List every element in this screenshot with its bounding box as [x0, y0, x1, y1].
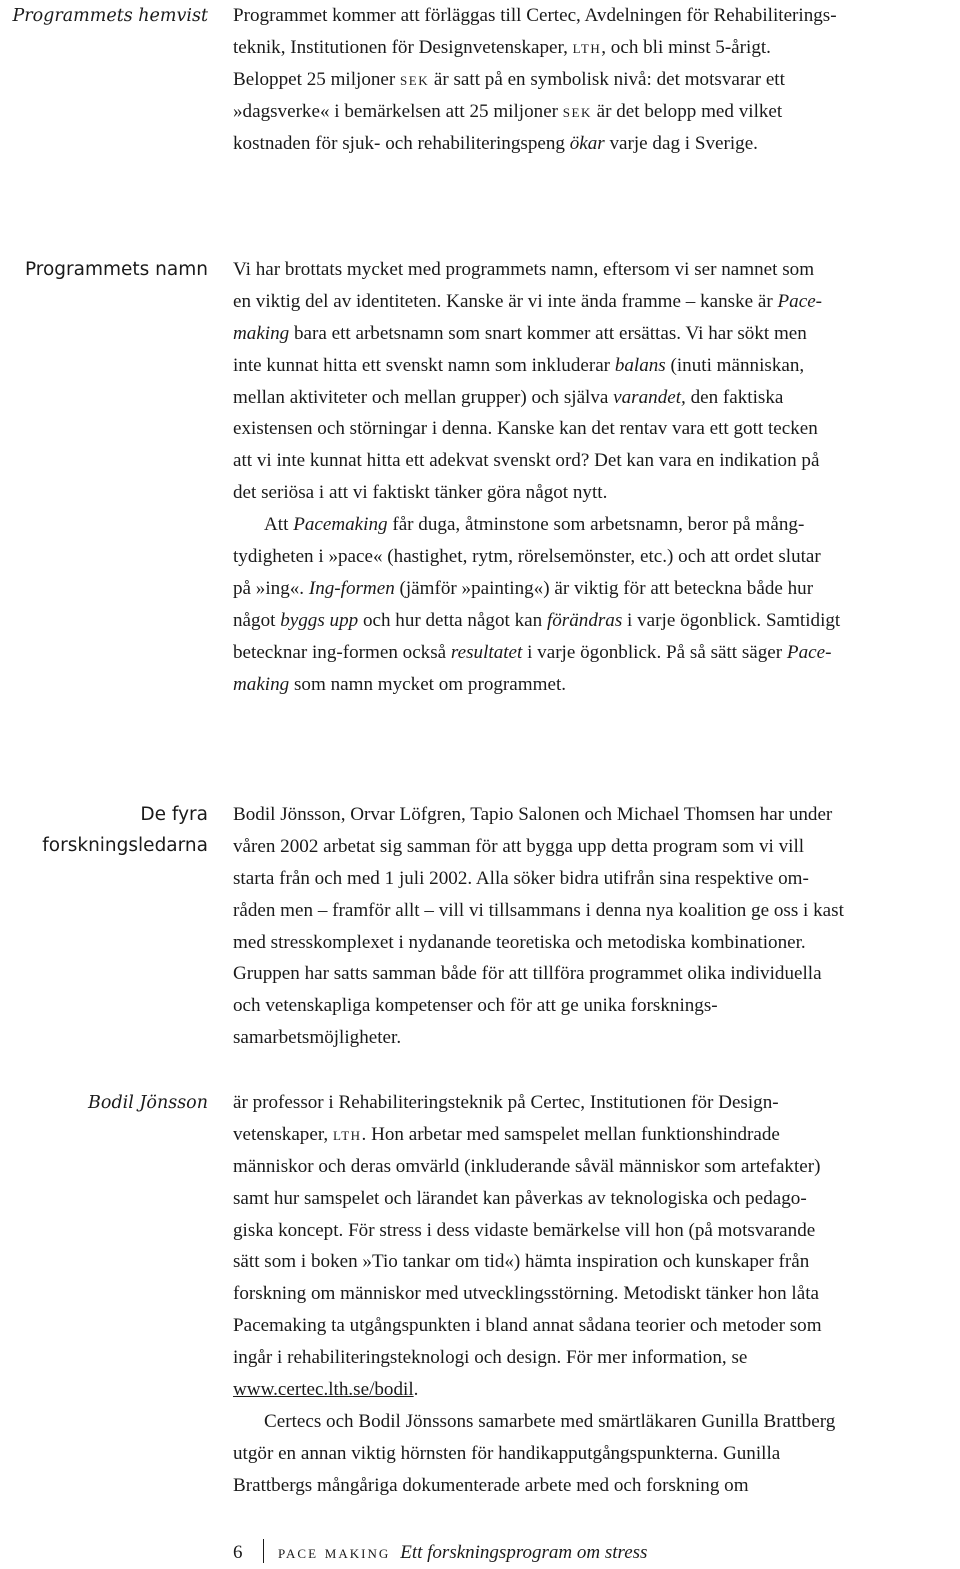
text-line: kostnaden för sjuk- och rehabiliteringspeng ökar varje dag i Sverige. — [233, 132, 758, 154]
text-line: Vi har brottats mycket med programmets namn, eftersom vi ser namnet som — [233, 259, 815, 280]
text-line: något byggs upp och hur detta något kan förändras i varje ögonblick. Samtidigt — [233, 609, 841, 631]
text-line: Att Pacemaking får duga, åtminstone som arbetsnamn, beror på mång- — [264, 514, 805, 536]
text-line: giska koncept. För stress i dess vidaste bemärkelse vill hon (på motsvarande — [233, 1219, 816, 1241]
text-line: med stresskomplexet i nydanande teoretiska och metodiska kombinationer. — [233, 931, 806, 953]
heading-programmets-hemvist: Programmets hemvist — [12, 6, 208, 26]
text-line: Gruppen har satts samman både för att tillföra programmet olika individuella — [233, 963, 822, 985]
text-line: Bodil Jönsson, Orvar Löfgren, Tapio Salonen och Michael Thomsen har under — [233, 804, 833, 825]
heading-bodil-jonsson: Bodil Jönsson — [88, 1093, 208, 1113]
text-line: Brattbergs mångåriga dokumenterade arbete med och forskning om — [233, 1474, 749, 1496]
text-line: det seriösa i att vi faktiskt tänker göra något nytt. — [233, 482, 608, 504]
text-line: är professor i Rehabiliteringsteknik på Certec, Institutionen för Design- — [233, 1092, 779, 1113]
paragraph-namn — [233, 254, 960, 700]
footer-subtitle: Ett forskningsprogram om stress — [400, 1542, 648, 1563]
text-line: sätt som i boken »Tio tankar om tid«) hämta inspiration och kunskaper från — [233, 1251, 810, 1273]
text-line: Certecs och Bodil Jönssons samarbete med smärtläkaren Gunilla Brattberg — [264, 1410, 836, 1432]
text-line: teknik, Institutionen för Designvetenskaper, lth, och bli minst 5-årigt. — [233, 36, 771, 58]
text-line: samt hur samspelet och lärandet kan påverkas av teknologiska och pedago- — [233, 1187, 807, 1209]
text-line: forskning om människor med utvecklingsstörning. Metodiskt tänker hon låta — [233, 1283, 819, 1305]
footer-brand: pace making — [278, 1542, 391, 1563]
text-line: våren 2002 arbetat sig samman för att bygga upp detta program som vi vill — [233, 835, 805, 857]
text-line: en viktig del av identiteten. Kanske är vi inte ända framme – kanske är Pace- — [233, 290, 823, 312]
bodil-web-link[interactable]: www.certec.lth.se/bodil — [233, 1379, 414, 1401]
page-footer — [233, 1537, 647, 1569]
text-line: inte kunnat hitta ett svenskt namn som inkluderar balans (inuti människan, — [233, 354, 805, 376]
text-line: www.certec.lth.se/bodil. — [233, 1379, 419, 1401]
text-line: råden men – framför allt – vill vi tillsammans i denna nya koalition ge oss i kast — [233, 899, 844, 921]
heading-de-fyra-forskningsledarna — [42, 799, 208, 861]
text-line: och vetenskapliga kompetenser och för att ge unika forsknings- — [233, 995, 718, 1017]
text-line: ingår i rehabiliteringsteknologi och design. För mer information, se — [233, 1347, 748, 1369]
page-number: 6 — [233, 1542, 243, 1563]
text-line: making bara ett arbetsnamn som snart kommer att ersättas. Vi har sökt men — [233, 322, 807, 344]
text-line: människor och deras omvärld (inkluderande såväl människor som artefakter) — [233, 1155, 821, 1177]
text-line: existensen och störningar i denna. Kanske kan det rentav vara ett gott tecken — [233, 418, 818, 440]
paragraph-forskningsledarna — [233, 799, 960, 1054]
footer-divider — [263, 1539, 264, 1563]
heading-programmets-namn: Programmets namn — [24, 259, 208, 280]
paragraph-bodil-jonsson — [233, 1087, 960, 1502]
text-line: Pacemaking ta utgångspunkten i bland annat sådana teorier och metoder som — [233, 1315, 822, 1337]
text-line: utgör en annan viktig hörnsten för handikapputgångspunkterna. Gunilla — [233, 1442, 781, 1464]
text-line: att vi inte kunnat hitta ett adekvat svenskt ord? Det kan vara en indikation på — [233, 450, 820, 472]
text-line: tydigheten i »pace« (hastighet, rytm, rörelsemönster, etc.) och att ordet slutar — [233, 546, 821, 568]
text-line: Beloppet 25 miljoner sek är satt på en symbolisk nivå: det motsvarar ett — [233, 68, 785, 90]
heading-line: forskningsledarna — [42, 835, 208, 856]
text-line: mellan aktiviteter och mellan grupper) och själva varandet, den faktiska — [233, 386, 784, 408]
heading-line: De fyra — [140, 804, 208, 825]
text-line: starta från och med 1 juli 2002. Alla söker bidra utifrån sina respektive om- — [233, 867, 809, 889]
text-line: Programmet kommer att förläggas till Certec, Avdelningen för Rehabiliterings- — [233, 5, 837, 26]
paragraph-hemvist — [233, 0, 960, 159]
text-line: vetenskaper, lth. Hon arbetar med samspelet mellan funktionshindrade — [233, 1123, 780, 1145]
text-line: betecknar ing-formen också resultatet i varje ögonblick. På så sätt säger Pace- — [233, 641, 832, 663]
text-line: making som namn mycket om programmet. — [233, 673, 567, 695]
text-line: samarbetsmöjligheter. — [233, 1027, 402, 1049]
text-line: på »ing«. Ing-formen (jämför »painting«) är viktig för att beteckna både hur — [233, 577, 814, 599]
text-line: »dagsverke« i bemärkelsen att 25 miljoner sek är det belopp med vilket — [233, 100, 783, 122]
